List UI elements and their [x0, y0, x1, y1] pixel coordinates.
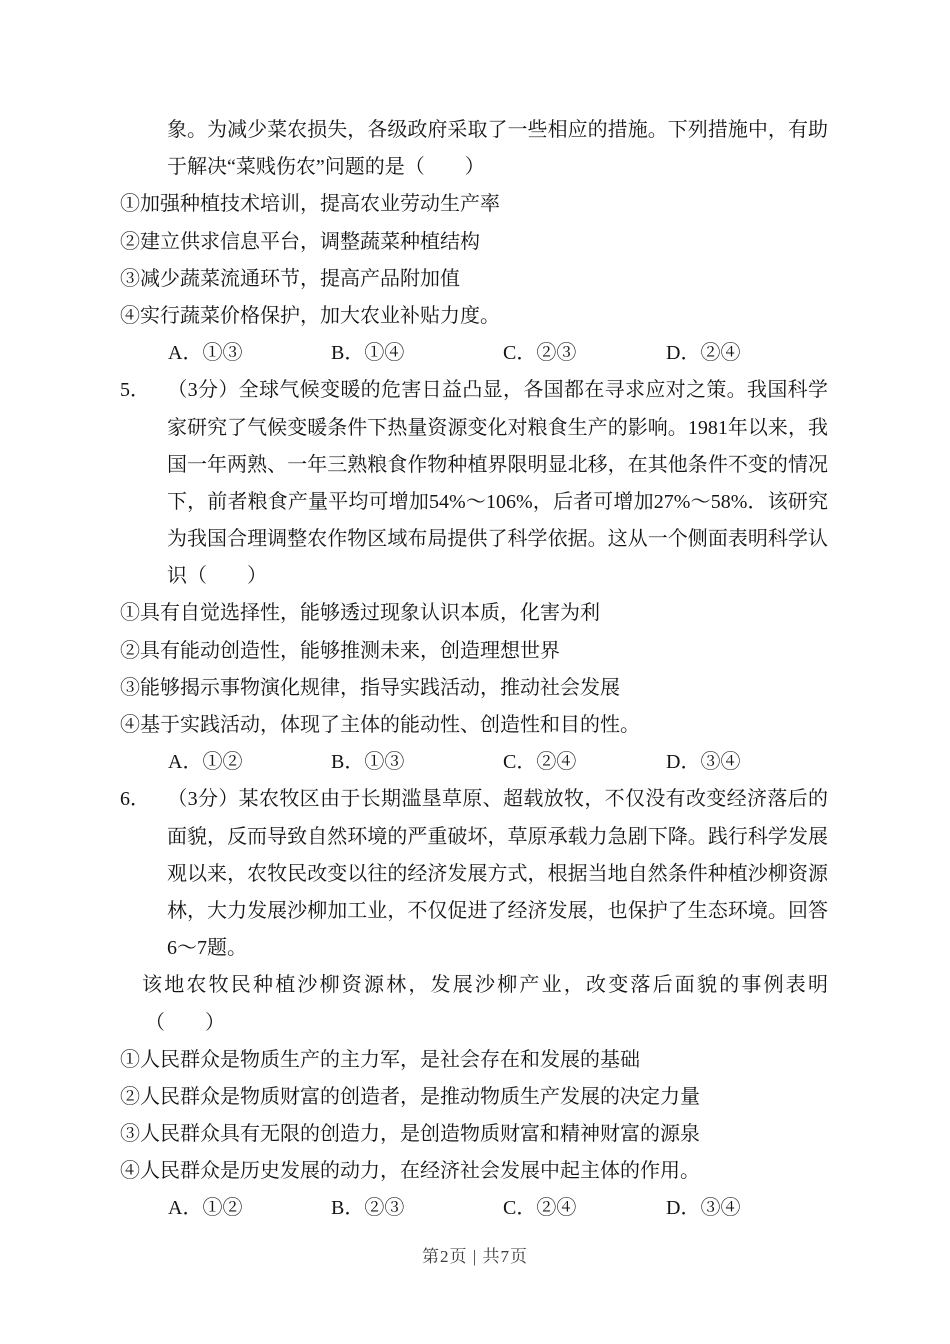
statement-item-3: ③人民群众具有无限的创造力，是创造物质财富和精神财富的源泉 [120, 1123, 700, 1146]
question-number: 6． [120, 788, 150, 811]
statement-item-3: ③能够揭示事物演化规律，指导实践活动，推动社会发展 [120, 676, 620, 699]
statement-item-1: ①加强种植技术培训，提高农业劳动生产率 [120, 193, 500, 216]
question-6 [0, 781, 950, 1227]
option-c: C．②③ [503, 342, 577, 365]
option-c: C．②④ [503, 751, 577, 774]
options-row [0, 744, 950, 781]
option-a: A．①② [168, 1197, 243, 1220]
question-stem-line [0, 781, 950, 818]
question-stem-line: 于解决“菜贱伤农”问题的是（ ） [167, 156, 485, 179]
question-stem-line: 观以来，农牧民改变以往的经济发展方式，根据当地自然条件种植沙柳资源 [167, 862, 828, 885]
page-footer [0, 1242, 950, 1267]
question-stem-text: （3分）某农牧区由于长期滥垦草原、超载放牧，不仅没有改变经济落后的 [167, 788, 828, 811]
question-stem-line: 象。为减少菜农损失，各级政府采取了一些相应的措施。下列措施中，有助 [167, 119, 828, 141]
sub-question-line: 该地农牧民种植沙柳资源林，发展沙柳产业，改变落后面貌的事例表明 [142, 974, 828, 997]
option-d: D．②④ [666, 342, 741, 365]
question-stem-line: 林，大力发展沙柳加工业，不仅促进了经济发展，也保护了生态环境。回答 [167, 899, 828, 922]
option-c: C．②④ [503, 1197, 577, 1220]
option-d: D．③④ [666, 1197, 741, 1220]
statement-item-2: ②人民群众是物质财富的创造者，是推动物质生产发展的决定力量 [120, 1085, 700, 1108]
statement-item-3: ③减少蔬菜流通环节，提高产品附加值 [120, 267, 460, 290]
question-stem-line: 6～7题。 [167, 937, 247, 960]
option-a: A．①② [168, 751, 243, 774]
option-b: B．②③ [331, 1197, 405, 1220]
question-stem-line [0, 372, 950, 409]
option-a: A．①③ [168, 342, 243, 365]
question-stem-line: 下，前者粮食产量平均可增加54%～106%，后者可增加27%～58%．该研究 [167, 490, 828, 513]
question-stem-text: （3分）全球气候变暖的危害日益凸显，各国都在寻求应对之策。我国科学 [167, 379, 828, 402]
answer-blank-parentheses: （ ） [145, 1011, 225, 1034]
statement-item-4: ④人民群众是历史发展的动力，在经济社会发展中起主体的作用。 [120, 1160, 700, 1183]
question-stem-line: 识（ ） [167, 565, 267, 588]
statement-item-1: ①人民群众是物质生产的主力军，是社会存在和发展的基础 [120, 1048, 640, 1071]
question-4-continued [0, 112, 950, 372]
document-body [0, 112, 950, 1228]
option-d: D．③④ [666, 751, 741, 774]
statement-item-1: ①具有自觉选择性，能够透过现象认识本质，化害为利 [120, 602, 600, 625]
question-stem-line: 面貌，反而导致自然环境的严重破坏，草原承载力急剧下降。践行科学发展 [167, 825, 828, 848]
question-stem-line: 家研究了气候变暖条件下热量资源变化对粮食生产的影响。1981年以来，我 [167, 416, 828, 439]
question-stem-line: 为我国合理调整农作物区域布局提供了科学依据。这从一个侧面表明科学认 [167, 528, 828, 551]
options-row [0, 335, 950, 372]
question-number: 5． [120, 379, 150, 402]
option-b: B．①③ [331, 751, 405, 774]
statement-item-2: ②具有能动创造性，能够推测未来，创造理想世界 [120, 639, 560, 662]
option-b: B．①④ [331, 342, 405, 365]
statement-item-2: ②建立供求信息平台，调整蔬菜种植结构 [120, 230, 480, 253]
statement-item-4: ④基于实践活动，体现了主体的能动性、创造性和目的性。 [120, 714, 640, 736]
page-number-text: 第2页 | 共7页 [422, 1247, 528, 1266]
statement-item-4: ④实行蔬菜价格保护，加大农业补贴力度。 [120, 304, 500, 327]
question-stem-line: 国一年两熟、一年三熟粮食作物种植界限明显北移，在其他条件不变的情况 [167, 453, 828, 476]
options-row [0, 1190, 950, 1227]
question-5 [0, 372, 950, 781]
